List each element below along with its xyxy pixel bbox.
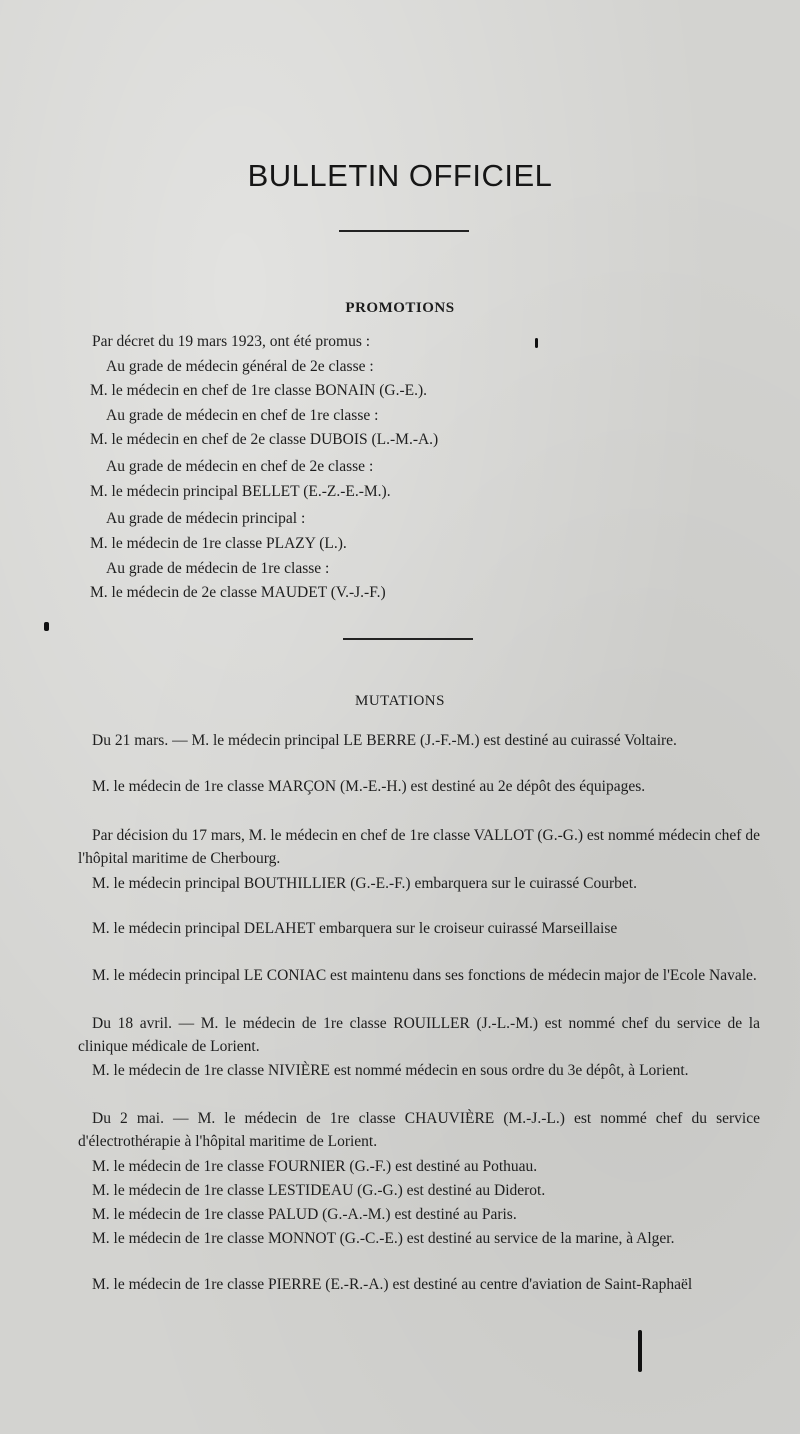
promotion-grade: Au grade de médecin en chef de 2e classe :	[106, 458, 374, 475]
mutation-entry: Du 21 mars. — M. le médecin principal LE BERRE (J.-F.-M.) est destiné au cuirassé Voltaire.	[92, 732, 677, 749]
mutation-entry: M. le médecin de 1re classe PIERRE (E.-R.-A.) est destiné au centre d'aviation de Saint-Raphaël	[92, 1276, 693, 1293]
mutation-entry: M. le médecin principal LE CONIAC est maintenu dans ses fonctions de médecin major de l'Ecole Navale.	[92, 967, 757, 984]
mutation-entry: M. le médecin principal BOUTHILLIER (G.-E.-F.) embarquera sur le cuirassé Courbet.	[92, 875, 637, 892]
mutation-entry: M. le médecin de 1re classe LESTIDEAU (G.-G.) est destiné au Diderot.	[92, 1182, 546, 1199]
promotion-nominee: M. le médecin de 2e classe MAUDET (V.-J.-F.)	[90, 584, 386, 601]
mutation-entry: Du 2 mai. — M. le médecin de 1re classe CHAUVIÈRE (M.-J.-L.) est nommé chef du service d'électrothérapie à l'hôpital maritime de Lorient.	[78, 1110, 760, 1150]
promotion-grade: Au grade de médecin général de 2e classe :	[106, 358, 374, 375]
ink-speck	[44, 622, 49, 631]
title-divider	[339, 230, 469, 232]
mutation-entry: M. le médecin de 1re classe MARÇON (M.-E.-H.) est destiné au 2e dépôt des équipages.	[92, 778, 646, 795]
promotions-heading: PROMOTIONS	[345, 300, 455, 316]
mutation-entry: M. le médecin de 1re classe NIVIÈRE est nommé médecin en sous ordre du 3e dépôt, à Lorient.	[92, 1062, 689, 1079]
mutations-heading: MUTATIONS	[355, 693, 445, 709]
ink-speck	[638, 1330, 642, 1372]
bulletin-title: BULLETIN OFFICIEL	[247, 158, 553, 193]
promotion-nominee: M. le médecin en chef de 2e classe DUBOIS (L.-M.-A.)	[90, 431, 439, 448]
ink-speck	[535, 338, 538, 348]
mutation-entry: M. le médecin de 1re classe PALUD (G.-A.-M.) est destiné au Paris.	[92, 1206, 517, 1223]
mutation-entry: Du 18 avril. — M. le médecin de 1re classe ROUILLER (J.-L.-M.) est nommé chef du service de la clinique médicale de Lorient.	[78, 1015, 760, 1055]
section-divider	[343, 638, 473, 640]
promotion-nominee: M. le médecin principal BELLET (E.-Z.-E.-M.).	[90, 483, 391, 500]
promotions-intro: Par décret du 19 mars 1923, ont été promus :	[92, 333, 371, 350]
mutation-entry: M. le médecin de 1re classe MONNOT (G.-C.-E.) est destiné au service de la marine, à Alger.	[92, 1230, 675, 1247]
promotion-grade: Au grade de médecin principal :	[106, 510, 306, 527]
promotion-grade: Au grade de médecin de 1re classe :	[106, 560, 330, 577]
mutation-entry: Par décision du 17 mars, M. le médecin en chef de 1re classe VALLOT (G.-G.) est nommé médecin chef de l'hôpital maritime de Cherbourg.	[78, 827, 760, 867]
promotion-nominee: M. le médecin en chef de 1re classe BONAIN (G.-E.).	[90, 382, 427, 399]
mutation-entry: M. le médecin de 1re classe FOURNIER (G.-F.) est destiné au Pothuau.	[92, 1158, 538, 1175]
promotion-grade: Au grade de médecin en chef de 1re classe :	[106, 407, 379, 424]
promotion-nominee: M. le médecin de 1re classe PLAZY (L.).	[90, 535, 347, 552]
mutation-entry: M. le médecin principal DELAHET embarquera sur le croiseur cuirassé Marseillaise	[92, 920, 618, 937]
